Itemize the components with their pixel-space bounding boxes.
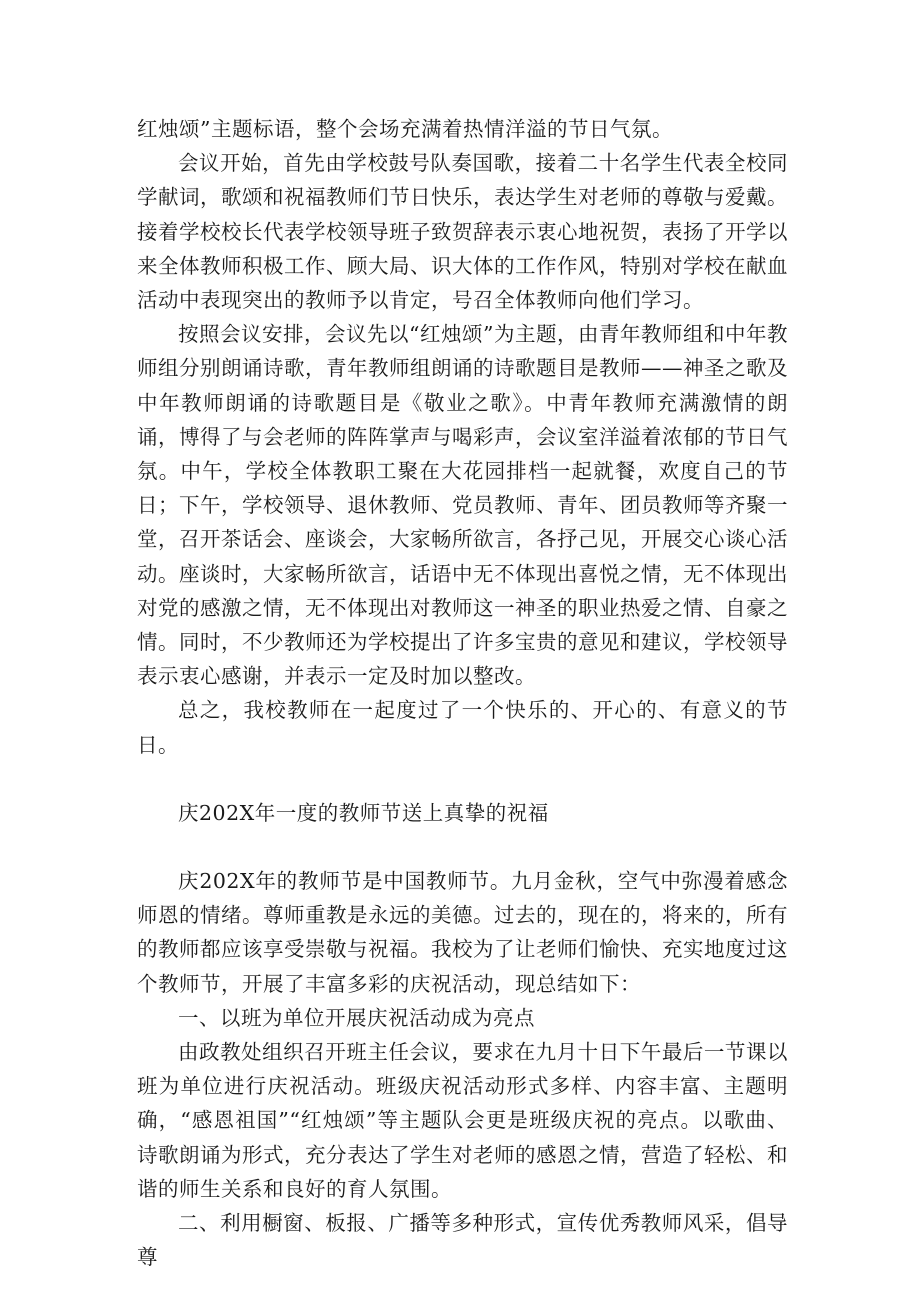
paragraph-meeting-opening: 会议开始，首先由学校鼓号队奏国歌，接着二十名学生代表全校同学献词，歌颂和祝福教师们节日快乐，表达学生对老师的尊敬与爱戴。接着学校校长代表学校领导班子致贺辞表示衷心地祝贺，表扬了开学以来全体教师积极工作、顾大局、识大体的工作作风，特别对学校在献血活动中表现突出的教师予以肯定，号召全体教师向他们学习。 xyxy=(137,151,788,313)
subheading-publicity: 二、利用橱窗、板报、广播等多种形式，宣传优秀教师风采，倡导尊 xyxy=(137,1211,788,1270)
paragraph-meeting-arrangement: 按照会议安排，会议先以“红烛颂”为主题，由青年教师组和中年教师组分别朗诵诗歌，青年教师组朗诵的诗歌题目是教师——神圣之歌及中年教师朗诵的诗歌题目是《敬业之歌》。中青年教师充满激情的朗诵，博得了与会老师的阵阵掌声与喝彩声，会议室洋溢着浓郁的节日气氛。中午，学校全体教职工聚在大花园排档一起就餐，欢度自己的节日；下午，学校领导、退休教师、党员教师、青年、团员教师等齐聚一堂，召开茶话会、座谈会，大家畅所欲言，各抒己见，开展交心谈心活动。座谈时，大家畅所欲言，话语中无不体现出喜悦之情，无不体现出对党的感激之情，无不体现出对教师这一神圣的职业热爱之情、自豪之情。同时，不少教师还为学校提出了许多宝贵的意见和建议，学校领导表示衷心感谢，并表示一定及时加以整改。 xyxy=(137,322,788,689)
paragraph-continuation: 红烛颂”主题标语，整个会场充满着热情洋溢的节日气氛。 xyxy=(137,117,673,141)
subheading-class-activities: 一、以班为单位开展庆祝活动成为亮点 xyxy=(178,1005,535,1030)
section-title: 庆202X年一度的教师节送上真挚的祝福 xyxy=(178,800,549,825)
paragraph-class-activities: 由政教处组织召开班主任会议，要求在九月十日下午最后一节课以班为单位进行庆祝活动。班级庆祝活动形式多样、内容丰富、主题明确，“感恩祖国”“红烛颂”等主题队会更是班级庆祝的亮点。以歌曲、诗歌朗诵为形式，充分表达了学生对老师的感恩之情，营造了轻松、和谐的师生关系和良好的育人氛围。 xyxy=(137,1040,788,1201)
paragraph-summary: 总之，我校教师在一起度过了一个快乐的、开心的、有意义的节日。 xyxy=(137,698,788,757)
paragraph-section-intro: 庆202X年的教师节是中国教师节。九月金秋，空气中弥漫着感念师恩的情绪。尊师重教是永远的美德。过去的，现在的，将来的，所有的教师都应该享受崇敬与祝福。我校为了让老师们愉快、充实地度过这个教师节，开展了丰富多彩的庆祝活动，现总结如下： xyxy=(137,869,788,996)
document-body xyxy=(137,112,788,1275)
